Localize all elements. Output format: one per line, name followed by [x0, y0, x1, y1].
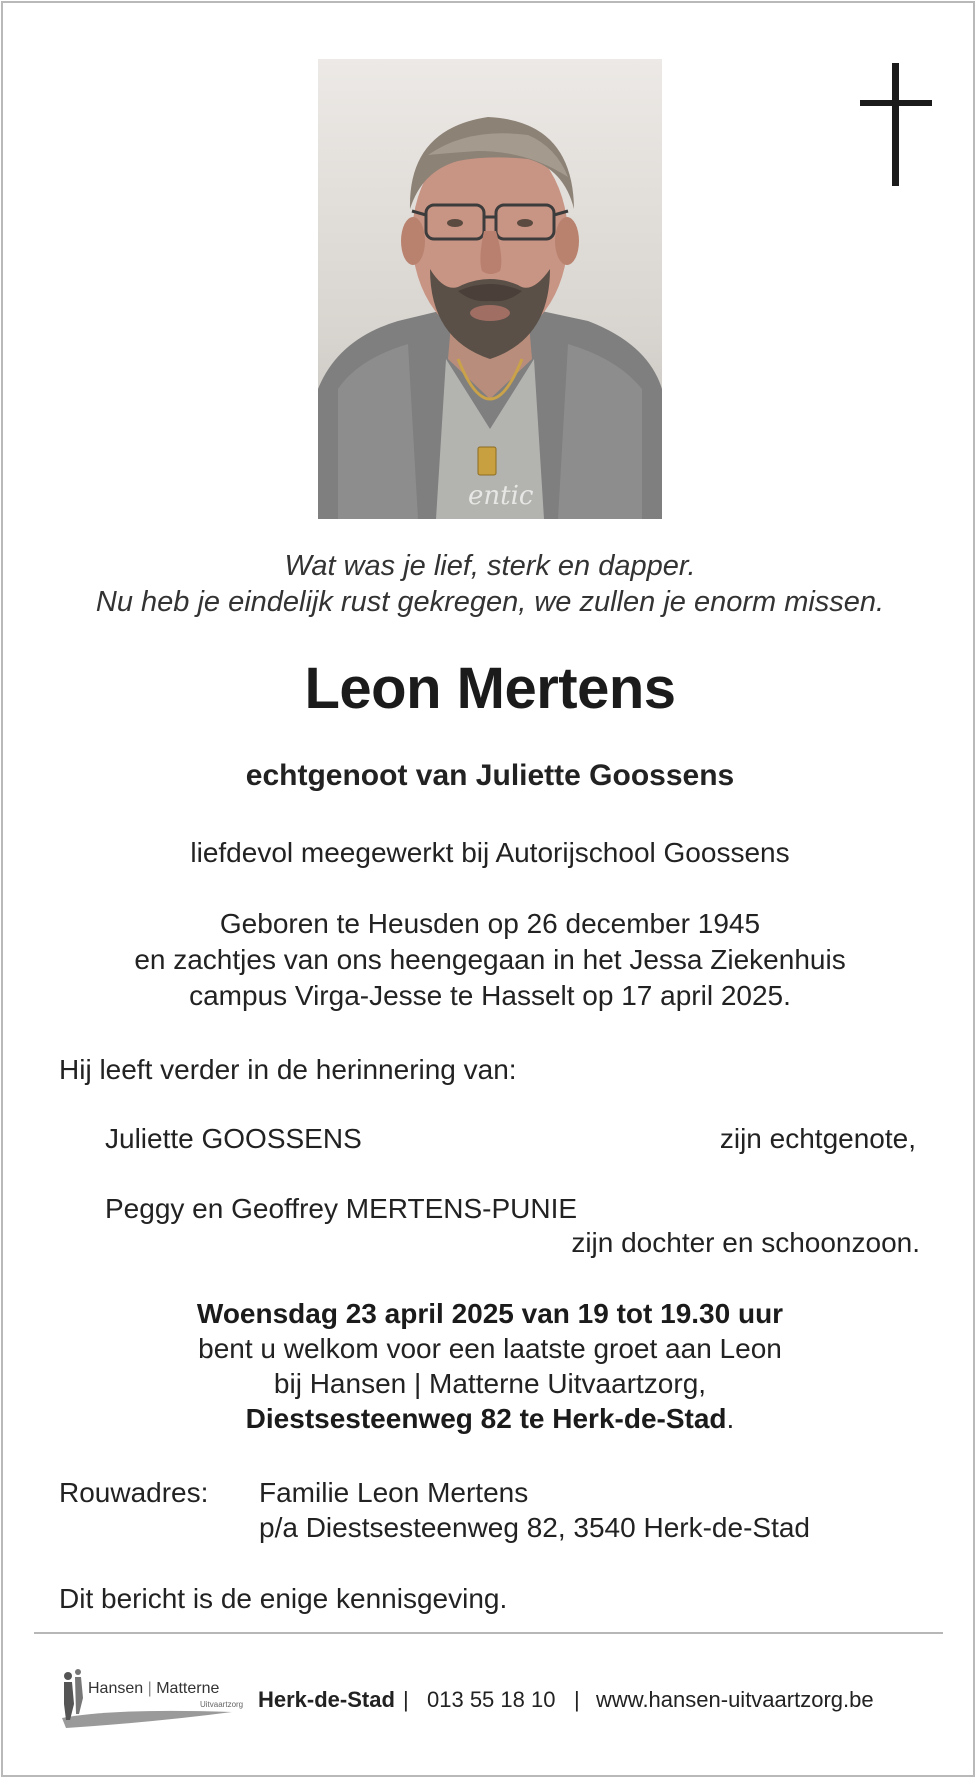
quote-line-1: Wat was je lief, sterk en dapper. — [284, 550, 696, 582]
mourning-address-line-1: Familie Leon Mertens — [259, 1477, 529, 1508]
spouse-line: echtgenoot van Juliette Goossens — [245, 759, 735, 792]
mourning-address-label: Rouwadres: — [59, 1477, 209, 1508]
logo-subtitle: Uitvaartzorg — [200, 1700, 244, 1709]
visitation-line-2: bent u welkom voor een laatste groet aan Leon — [198, 1333, 782, 1364]
deceased-name: Leon Mertens — [304, 656, 676, 721]
visitation-info — [0, 1296, 980, 1436]
memorial-quote — [0, 548, 980, 620]
footer-city-name: Herk-de-Stad — [258, 1687, 395, 1712]
quote-line-2: Nu heb je eindelijk rust gekregen, we zullen je enorm missen. — [95, 586, 885, 618]
footer-separator: | — [574, 1687, 580, 1712]
logo-name-left: Hansen — [88, 1680, 144, 1697]
mourning-address-line-2: p/a Diestsesteenweg 82, 3540 Herk-de-Stad — [259, 1512, 810, 1543]
relative-relation: zijn echtgenote, — [719, 1123, 916, 1154]
cross-icon — [860, 63, 932, 186]
closing-line: Dit bericht is de enige kennisgeving. — [59, 1583, 508, 1614]
memory-intro: Hij leeft verder in de herinnering van: — [59, 1054, 517, 1085]
footer-phone[interactable]: 013 55 18 10 — [427, 1687, 556, 1712]
footer-city — [258, 1686, 395, 1714]
svg-text:entic: entic — [468, 481, 534, 511]
logo-separator: | — [147, 1680, 152, 1697]
born-line-2: en zachtjes van ons heengegaan in het Jessa Ziekenhuis — [134, 944, 846, 975]
visitation-address: Diestsesteenweg 82 te Herk-de-Stad — [245, 1403, 727, 1434]
footer-separator: | — [403, 1687, 409, 1712]
work-line: liefdevol meegewerkt bij Autorijschool Goossens — [190, 837, 790, 868]
relative-name: Juliette GOOSSENS — [105, 1123, 362, 1154]
visitation-line-3: bij Hansen | Matterne Uitvaartzorg, — [273, 1368, 707, 1399]
born-line-1: Geboren te Heusden op 26 december 1945 — [219, 908, 761, 939]
logo-text — [88, 1680, 219, 1698]
visitation-address-suffix: . — [726, 1403, 735, 1434]
relative-relation: zijn dochter en schoonzoon. — [571, 1227, 920, 1258]
relative-name: Peggy en Geoffrey MERTENS-PUNIE — [105, 1193, 578, 1224]
visitation-date: Woensdag 23 april 2025 van 19 tot 19.30 uur — [196, 1298, 784, 1329]
footer-divider — [34, 1632, 943, 1634]
born-line-3: campus Virga-Jesse te Hasselt op 17 april 2025. — [189, 980, 791, 1011]
birth-death-details — [0, 906, 980, 1014]
portrait-photo — [318, 59, 662, 519]
footer-website-link[interactable]: www.hansen-uitvaartzorg.be — [596, 1687, 874, 1712]
logo-name-right: Matterne — [156, 1680, 220, 1697]
